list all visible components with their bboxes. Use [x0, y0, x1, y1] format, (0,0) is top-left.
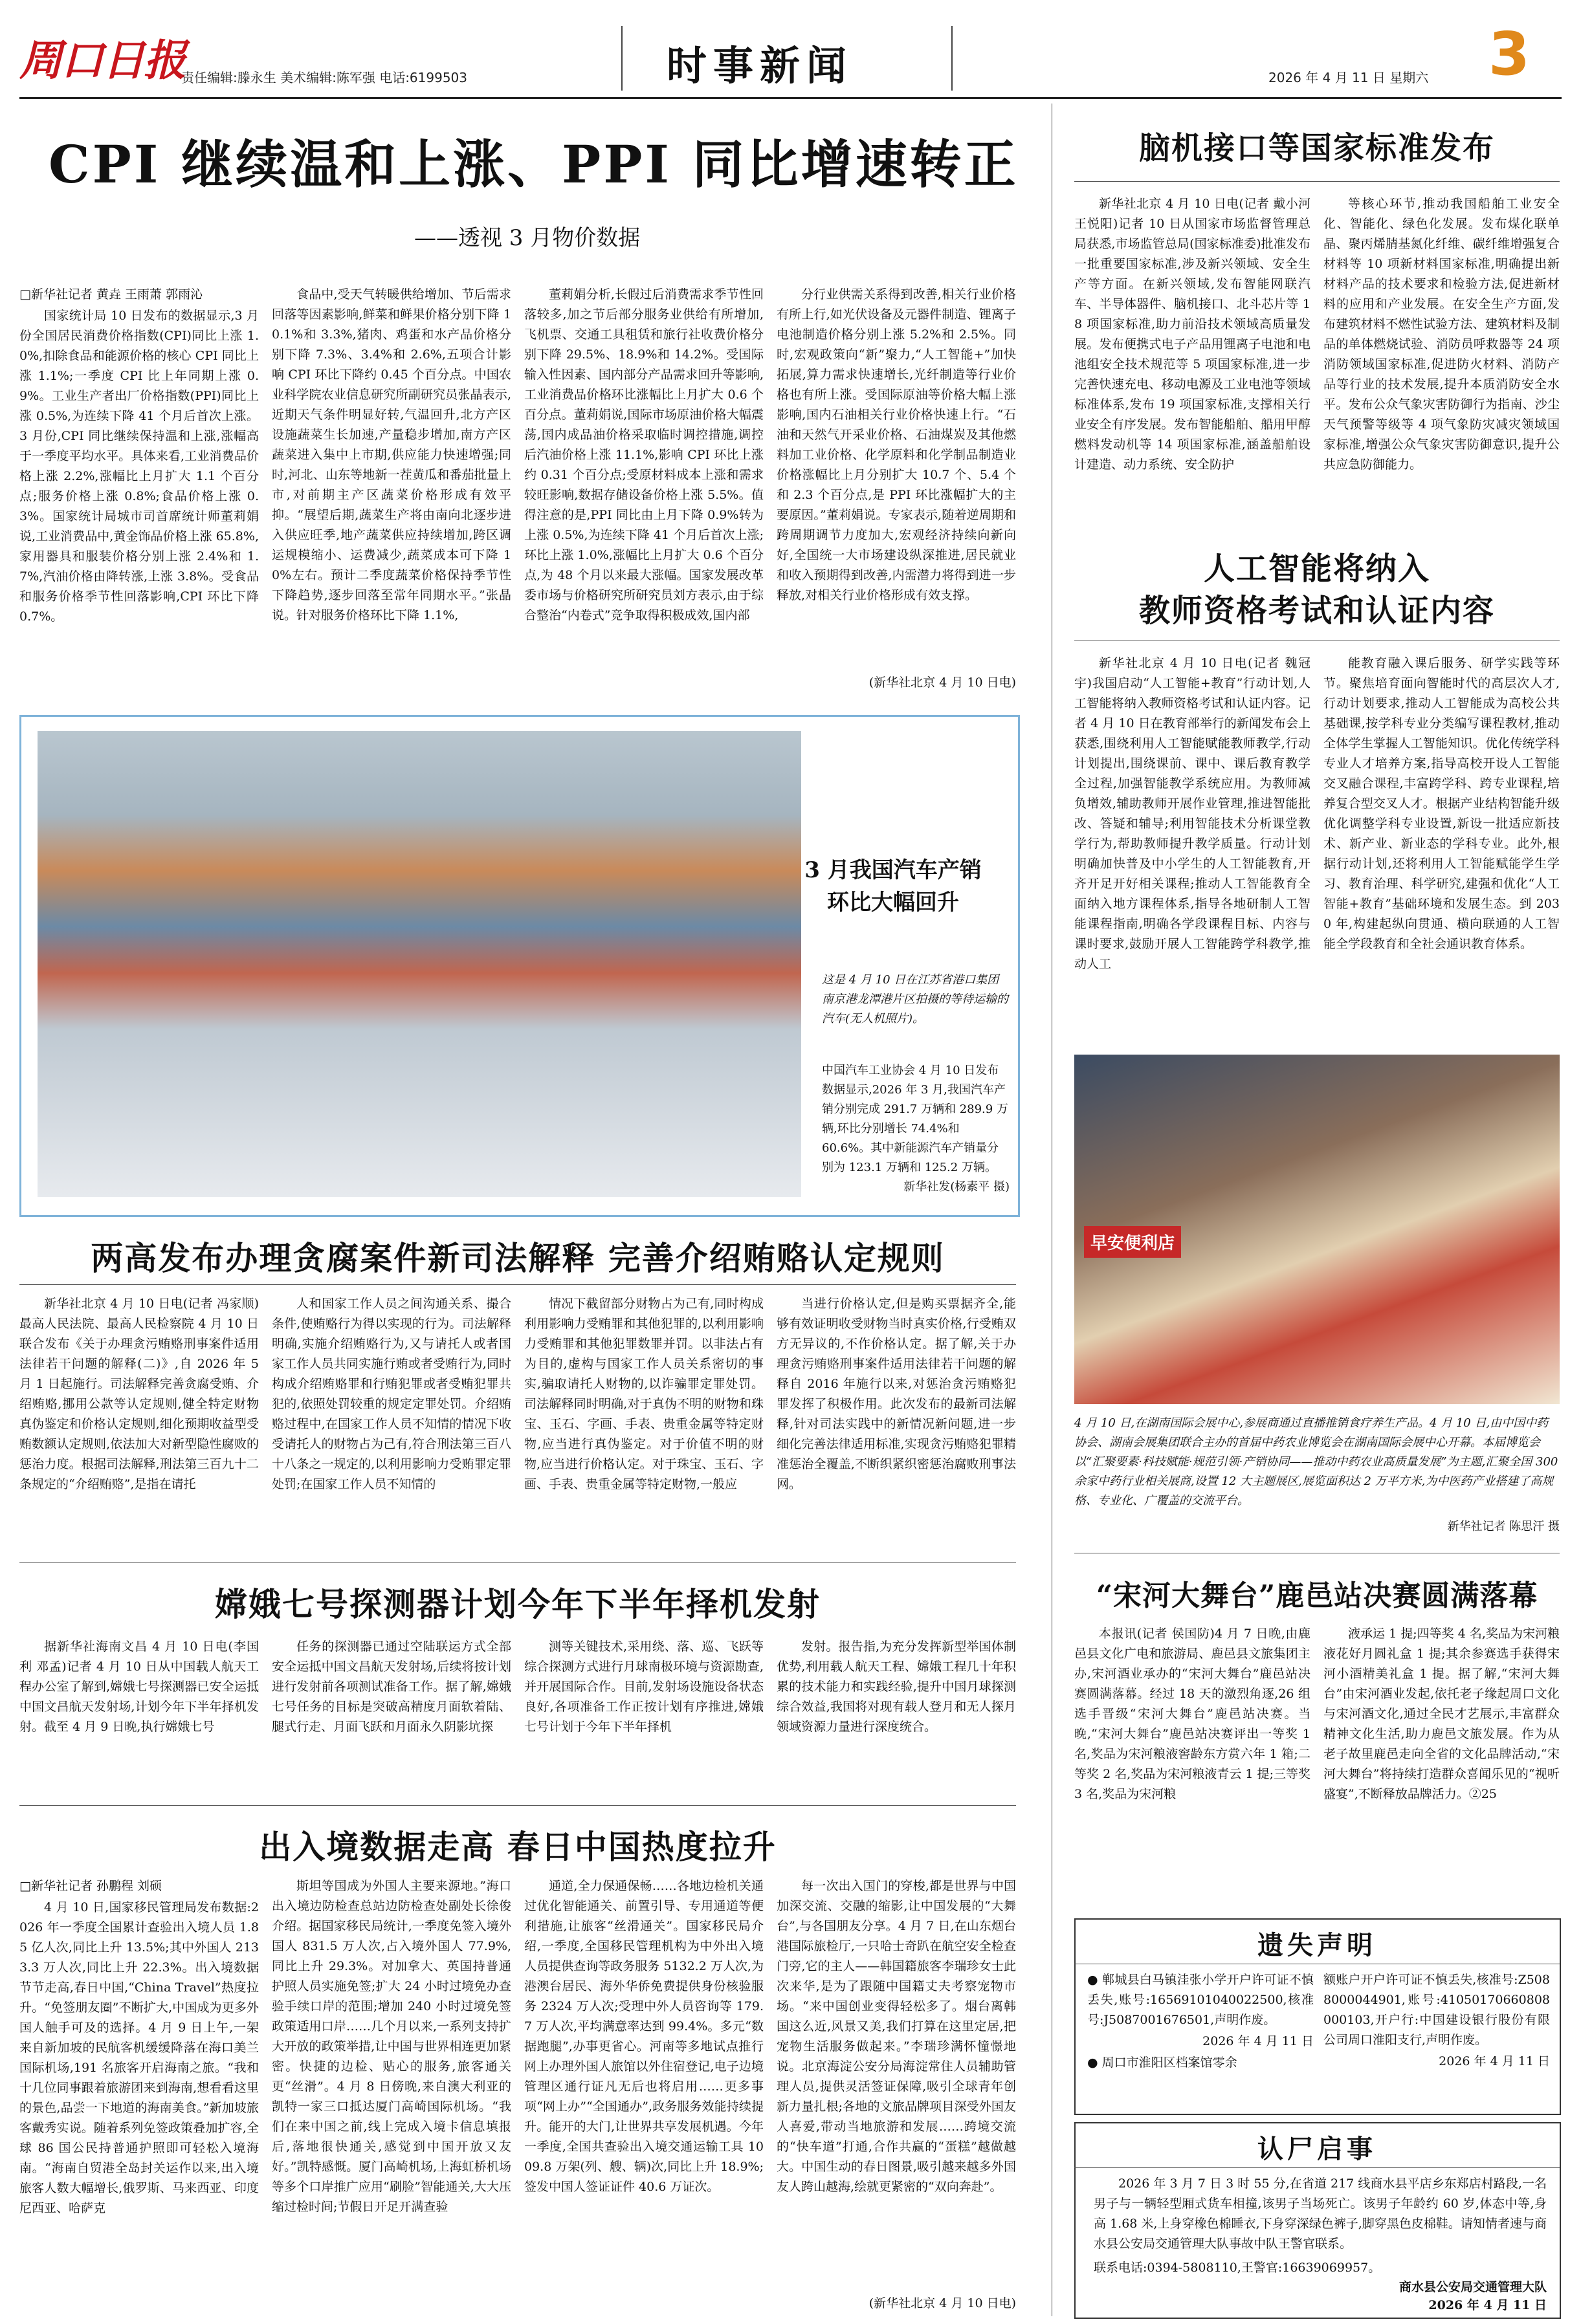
cpi-column-3: [524, 285, 764, 692]
travel-byline: □新华社记者 孙鹏程 刘硕: [19, 1879, 162, 1893]
cpi-col2-text: 食品中,受天气转暖供给增加、节后需求回落等因素影响,鲜菜和鲜果价格分别下降 10.1%和 3.3%,猪肉、鸡蛋和水产品价格分别下降 7.3%、3.4%和 2.6%,五项合计影响 CPI 环比下降约 0.45 个百分点。中国农业科学院农业信息研究所副研究员张晶表示,近期天气条件明显好转,气温回升,北方产区设施蔬菜生长加速,产量稳步增加,南方产区蔬菜进入集中上市期,供应能力快速增强;同时,河北、山东等地新一茬黄瓜和番茄批量上市,对前期主产区蔬菜价格形成有效平抑。“展望后期,蔬菜生产将由南向北逐步进入供应旺季,地产蔬菜供应持续增加,跨区调运规模缩小、运费减少,蔬菜成本可下降 10%左右。预计二季度蔬菜价格保持季节性下降趋势,逐步回落至常年同期水平。”张晶说。针对服务价格环比下降 1.1%,: [272, 287, 511, 622]
car-photo-caption-2: 中国汽车工业协会 4 月 10 日发布数据显示,2026 年 3 月,我国汽车产销分别完成 291.7 万辆和 289.9 万辆,环比分别增长 74.4%和 60.6%。其中新能源汽车产销量分别为 123.1 万辆和 125.2 万辆。: [822, 1064, 1008, 1174]
cpi-byline: □新华社记者 黄垚 王雨萧 郭雨沁: [19, 287, 203, 301]
corpse-notice-title: 认尸启事: [1257, 2134, 1376, 2164]
section-title: 时事新闻: [667, 42, 854, 89]
bci-column-1: [1074, 194, 1310, 531]
travel-col4-text: 每一次出入国门的穿梭,都是世界与中国加深交流、交融的缩影,让中国发展的“大舞台”,与各国朋友分享。4 月 7 日,在山东烟台港国际旅检厅,一只哈士奇趴在航空安全检查门旁,它的主人——韩国籍旅客李瑞珍女士此次来华,是为了跟随中国籍丈夫考察宠物市场。“来中国创业变得轻松多了。烟台离韩国这么近,风景又美,我们打算在这里定居,把宠物生活服务做起来。”李瑞珍满怀憧憬地说。北京海淀公安分局海淀常住人员辅助管理人员,提供灵活签证保障,吸引全球青年创新力量扎根;各地的文旅品牌项目深受外国友人喜爱,带动当地旅游和发展……跨境交流的“快车道”打通,合作共赢的“蛋糕”越做越大。中国生动的春日图景,吸引越来越多外国友人跨山越海,绘就更紧密的“双向奔赴”。: [777, 1879, 1016, 2194]
livestream-credit: 新华社记者 陈思汗 摄: [1447, 1520, 1560, 1533]
judicial-column-1: [19, 1294, 259, 1553]
judicial-col4-text: 当进行价格认定,但是购买票据齐全,能够有效证明收受财物当时真实价格,行受贿双方无异议的,不作价格认定。据了解,关于办理贪污贿赂刑事案件适用法律若干问题的解释自 2016 年施行以来,对惩治贪污贿赂犯罪发挥了积极作用。此次发布的最新司法解释,针对司法实践中的新情况新问题,进一步细化完善法律适用标准,实现贪污贿赂犯罪精准惩治全覆盖,不断织紧织密惩治腐败刑事法网。: [777, 1297, 1016, 1491]
travel-headline: 出入境数据走高 春日中国热度拉升: [259, 1828, 777, 1866]
bci-headline: 脑机接口等国家标准发布: [1138, 130, 1495, 166]
cpi-col1-text: 国家统计局 10 日发布的数据显示,3 月份全国居民消费价格指数(CPI)同比上涨 1.0%,扣除食品和能源价格的核心 CPI 同比上涨 1.1%;一季度 CPI 比上年同期上涨 0.9%。工业生产者出厂价格指数(PPI)同比上涨 0.5%,为连续下降 41 个月后首次上涨。3 月份,CPI 同比继续保持温和上涨,涨幅高于一季度平均水平。具体来看,工业消费品价格上涨 2.2%,涨幅比上月扩大 1.1 个百分点;服务价格上涨 0.8%;食品价格上涨 0.3%。国家统计局城市司首席统计师董莉娟说,工业消费品中,黄金饰品价格上涨 65.8%,家用器具和服装价格分别上涨 2.4%和 1.7%,汽油价格由降转涨,上涨 3.8%。受食品和服务价格季节性回落影响,CPI 环比下降 0.7%。: [19, 309, 259, 624]
ai-column-2: [1323, 653, 1560, 1048]
car-photo-credit: 新华社发(杨素平 摄): [903, 1180, 1010, 1194]
bci-column-2: [1323, 194, 1560, 531]
song-headline: “宋河大舞台”鹿邑站决赛圆满落幕: [1096, 1579, 1538, 1612]
livestream-caption: 4 月 10 日,在湖南国际会展中心,参展商通过直播推销食疗养生产品。4 月 10 日,由中国中药协会、湖南会展集团联合主办的首届中药农业博览会在湖南国际会展中心开幕。本届博览会以“汇聚要素·科技赋能·规范引领·产销协同——推动中药农业高质量发展”为主题,汇聚全国 300 余家中药行业相关展商,设置 12 大主题展区,展览面积达 2 万平方米,为中医药产业搭建了高规格、专业化、广覆盖的交流平台。: [1074, 1416, 1558, 1507]
ai-headline-1: 人工智能将纳入: [1203, 551, 1430, 587]
song-column-2: [1323, 1624, 1560, 1909]
masthead-divider-right: [951, 26, 953, 91]
judicial-column-4: [777, 1294, 1016, 1553]
car-port-photo: [38, 731, 801, 1197]
judicial-col1-text: 新华社北京 4 月 10 日电(记者 冯家顺)最高人民法院、最高人民检察院 4 月 10 日联合发布《关于办理贪污贿赂刑事案件适用法律若干问题的解释(二)》,自 2026 年 5 月 1 日起施行。司法解释完善贪腐受贿、介绍贿赂,挪用公款等认定规则,健全特定财物真伪鉴定和价格认定规则,细化预期收益型受贿数额认定规则,依法加大对新型隐性腐败的惩治力度。根据司法解释,刑法第三百九十二条规定的“介绍贿赂”,是指在请托: [19, 1297, 259, 1491]
lost-notice-date-2: 2026 年 4 月 11 日: [1439, 2054, 1550, 2068]
lost-notice-title: 遗失声明: [1257, 1930, 1376, 1960]
newspaper-logo: 周口日报: [19, 35, 185, 85]
judicial-column-2: [272, 1294, 511, 1553]
judicial-headline: 两高发布办理贪腐案件新司法解释 完善介绍贿赂认定规则: [91, 1239, 945, 1277]
change7-col1-text: 据新华社海南文昌 4 月 10 日电(李国利 邓孟)记者 4 月 10 日从中国载人航天工程办公室了解到,嫦娥七号探测器已安全运抵中国文昌航天发射场,计划今年下半年择机发射。截至 4 月 9 日晚,执行嫦娥七号: [19, 1639, 259, 1734]
masthead-rule: [19, 97, 1562, 99]
bci-rule: [1074, 181, 1560, 182]
travel-col3-text: 通道,全力保通保畅……各地边检机关通过优化智能通关、前置引导、专用通道等便利措施,让旅客“丝滑通关”。国家移民局介绍,一季度,全国移民管理机构为中外出入境人员提供查询等政务服务 5132.2 万人次,为港澳台居民、海外华侨免费提供身份核验服务 2324 万人次;受理中外人员咨询等 179.7 万人次,平均满意率达到 99.4%。多元“数据跑腿”,办事更省心。河南等多地试点推行网上办理外国人旅馆以外住宿登记,电子边境管理区通行证凡无后也将启用……更多事项“网上办”“全国通办”,政务服务效能持续提升。能开的大门,让世界共享发展机遇。今年一季度,全国共查验出入境交通运输工具 1009.8 万架(列、艘、辆)次,同比上升 18.9%;签发中国人签证证件 40.6 万证次。: [524, 1879, 764, 2194]
change7-top-rule: [19, 1562, 1016, 1563]
cpi-headline: CPI 继续温和上涨、PPI 同比增速转正: [49, 134, 1019, 195]
lost-notice-text-2: 额账户开户许可证不慎丢失,核准号:Z5088000044901,账号:41050170660808000103,开户行:中国建设银行股份有限公司周口淮阳支行,声明作废。: [1323, 1973, 1550, 2047]
cpi-col4-text: 分行业供需关系得到改善,相关行业价格有所上行,如光伏设备及元器件制造、锂离子电池制造价格分别上涨 5.2%和 2.5%。同时,宏观政策向“新”聚力,“人工智能+”加快拓展,算力需求快速增长,光纤制造等行业价格也有所上涨。受国际原油等价格大幅上涨影响,国内石油相关行业价格快速上行。“石油和天然气开采业价格、石油煤炭及其他燃料加工业价格、化学原料和化学制品制造业价格涨幅比上月分别扩大 10.7 个、5.4 个和 2.3 个百分点,是 PPI 环比涨幅扩大的主要原因。”董莉娟说。专家表示,随着逆周期和跨周期调节力度加大,宏观经济持续向新向好,全国统一大市场建设纵深推进,居民就业和收入预期得到改善,内需潜力将得到进一步释放,对相关行业价格形成有效支撑。: [777, 287, 1016, 602]
ai-headline-2: 教师资格考试和认证内容: [1138, 593, 1495, 629]
ai-col1-text: 新华社北京 4 月 10 日电(记者 魏冠宇)我国启动“人工智能+教育”行动计划,人工智能将纳入教师资格考试和认证内容。记者 4 月 10 日在教育部举行的新闻发布会上获悉,围绕利用人工智能赋能教师教学,行动计划提出,围绕课前、课中、课后教育教学全过程,加强智能教学系统应用。为教师减负增效,辅助教师开展作业管理,推进智能批改、答疑和辅导;利用智能技术分析课堂教学行为,帮助教师提升教学质量。行动计划明确加快普及中小学生的人工智能教育,开齐开足开好相关课程;推动人工智能教育全面纳入地方课程体系,指导各地研制人工智能课程指南,明确各学段课程目标、内容与课时要求,鼓励开展人工智能跨学科教学,推动人工: [1074, 656, 1310, 971]
shop-sign: 早安便利店: [1084, 1226, 1181, 1258]
corpse-notice-org: 商水县公安局交通管理大队: [1399, 2280, 1547, 2294]
cpi-source: (新华社北京 4 月 10 日电): [868, 675, 1016, 690]
judicial-rule: [19, 1284, 1016, 1285]
lost-notice-text-1: ● 郸城县白马镇洼张小学开户许可证不慎丢失,账号:16569101040022500,核准号:J5087001676501,声明作废。: [1087, 1973, 1314, 2027]
masthead-divider-left: [621, 26, 623, 91]
song-col1-text: 本报讯(记者 侯国防)4 月 7 日晚,由鹿邑县文化广电和旅游局、鹿邑县文旅集团主办,宋河酒业承办的“宋河大舞台”鹿邑站决赛圆满落幕。经过 18 天的激烈角逐,26 组选手晋级“宋河大舞台”鹿邑站决赛。当晚,“宋河大舞台”鹿邑站决赛评出一等奖 1 名,奖品为宋河粮液窖龄东方赏六年 1 箱;二等奖 2 名,奖品为宋河粮液青云 1 提;三等奖 3 名,奖品为宋河粮: [1074, 1627, 1310, 1801]
bci-col1-text: 新华社北京 4 月 10 日电(记者 戴小河 王悦阳)记者 10 日从国家市场监督管理总局获悉,市场监管总局(国家标准委)批准发布一批重要国家标准,涉及新兴领域、安全生产等方面。在新兴领域,发布智能网联汽车、半导体器件、脑机接口、北斗芯片等 18 项国家标准,助力前沿技术领域高质量发展。发布便携式电子产品用锂离子电池和电池组安全技术规范等 5 项国家标准,进一步完善快速充电、移动电源及工业电池等领域标准体系,发布 19 项国家标准,支撑相关行业安全有序发展。发布智能船舶、船用甲醇燃料发动机等 14 项国家标准,涵盖船舶设计建造、动力系统、安全防护: [1074, 197, 1310, 472]
cpi-col3-text: 董莉娟分析,长假过后消费需求季节性回落较多,加之节后部分服务业供给有所增加,飞机票、交通工具租赁和旅行社收费价格分别下降 29.5%、18.9%和 14.2%。受国际输入性因素、国内部分产品需求回升等影响,工业消费品价格环比涨幅比上月扩大 0.6 个百分点。董莉娟说,国际市场原油价格大幅震荡,国内成品油价格采取临时调控措施,调控后汽油价格上涨 11.1%,影响 CPI 环比上涨约 0.31 个百分点;受原材料成本上涨和需求较旺影响,数据存储设备价格上涨 5.5%。值得注意的是,PPI 同比由上月下降 0.9%转为上涨 0.5%,为连续下降 41 个月后首次上涨;环比上涨 1.0%,涨幅比上月扩大 0.6 个百分点,为 48 个月以来最大涨幅。国家发展改革委市场与价格研究所研究员刘方表示,由于综合整治“内卷式”竞争取得积极成效,国内部: [524, 287, 764, 622]
travel-column-3: [524, 1876, 764, 2316]
cpi-column-2: [272, 285, 511, 692]
travel-source: (新华社北京 4 月 10 日电): [868, 2296, 1016, 2310]
travel-top-rule: [19, 1805, 1016, 1806]
travel-column-4: [777, 1876, 1016, 2290]
change7-column-2: [272, 1637, 511, 1799]
change7-column-3: [524, 1637, 764, 1799]
song-column-1: [1074, 1624, 1310, 1909]
car-photo-caption-1: 这是 4 月 10 日在江苏省港口集团南京港龙潭港片区拍摄的等待运输的汽车(无人机照片)。: [822, 973, 1008, 1025]
song-col2-text: 液承运 1 提;四等奖 4 名,奖品为宋河粮液花好月圆礼盒 1 提;其余参赛选手获得宋河小酒精美礼盒 1 提。据了解,“宋河大舞台”由宋河酒业发起,依托老子缘起周口文化与宋河酒文化,通过全民才艺展示,丰富群众精神文化生活,助力鹿邑文旅发展。作为从老子故里鹿邑走向全省的文化品牌活动,“宋河大舞台”将持续打造群众喜闻乐见的“视听盛宴”,不断释放品牌活力。②25: [1323, 1627, 1560, 1801]
lost-notice-column-2: [1323, 1970, 1550, 2106]
cpi-subtitle: ——透视 3 月物价数据: [414, 225, 641, 251]
ai-col2-text: 能教育融入课后服务、研学实践等环节。聚焦培育面向智能时代的高层次人才,行动计划要求,推动人工智能成为高校公共基础课,按学科专业分类编写课程教材,推动全体学生掌握人工智能知识。优化传统学科专业人才培养方案,指导高校开设人工智能交叉融合课程,丰富跨学科、跨专业课程,培养复合型交叉人才。根据产业结构智能升级优化调整学科专业设置,新设一批适应新技术、新产业、新业态的学科专业。此外,根据行动计划,还将利用人工智能赋能学生学习、教育治理、科学研究,建强和优化“人工智能+教育”基础环境和发展生态。到 2030 年,构建起纵向贯通、横向联通的人工智能全学段教育和全社会通识教育体系。: [1323, 656, 1560, 951]
change7-column-1: [19, 1637, 259, 1799]
cpi-column-4: [777, 285, 1016, 673]
judicial-col2-text: 人和国家工作人员之间沟通关系、撮合条件,使贿赂行为得以实现的行为。司法解释明确,实施介绍贿赂行为,又与请托人或者国家工作人员共同实施行贿或者受贿行为,同时构成介绍贿赂罪和行贿犯罪或者受贿犯罪共犯的,依照处罚较重的规定定罪处罚。介绍贿赂过程中,在国家工作人员不知情的情况下收受请托人的财物占为己有,符合刑法第三百八十八条之一规定的,以利用影响力受贿罪定罪处罚;在国家工作人员不知情的: [272, 1297, 511, 1491]
bci-col2-text: 等核心环节,推动我国船舶工业安全化、智能化、绿色化发展。发布煤化联单晶、聚丙烯腈基氮化纤维、碳纤维增强复合材料等 10 项新材料国家标准,明确提出新材料产品的技术要求和检验方法,促进新材料的应用和产业发展。在安全生产方面,发布建筑材料不燃性试验方法、建筑材料及制品的单体燃烧试验、消防员呼救器等 24 项消防领域国家标准,促进防火材料、消防产品等行业的技术发展,提升本质消防安全水平。发布公众气象灾害防御行为指南、沙尘天气预警等级等 4 项气象防灾减灾领域国家标准,增强公众气象灾害防御意识,提升公共应急防御能力。: [1323, 197, 1560, 472]
corpse-notice-body: [1094, 2174, 1547, 2258]
corpse-notice-rule: [1074, 2167, 1560, 2168]
change7-column-4: [777, 1637, 1016, 1799]
judicial-col3-text: 情况下截留部分财物占为己有,同时构成利用影响力受贿罪和其他犯罪的,以利用影响力受贿罪和其他犯罪数罪并罚。以非法占有为目的,虚构与国家工作人员关系密切的事实,骗取请托人财物的,以诈骗罪定罪处罚。司法解释同时明确,对于真伪不明的财物和珠宝、玉石、字画、手表、贵重金属等特定财物,应当进行真伪鉴定。对于价值不明的财物,应当进行价格认定。对于珠宝、玉石、字画、手表、贵重金属等特定财物,一般应: [524, 1297, 764, 1491]
travel-column-1: [19, 1876, 259, 2316]
editors-line: 责任编辑:滕永生 美术编辑:陈军强 电话:6199503: [181, 70, 468, 85]
travel-column-2: [272, 1876, 511, 2316]
change7-headline: 嫦娥七号探测器计划今年下半年择机发射: [215, 1585, 821, 1623]
car-photo-title: 3 月我国汽车产销环比大幅回升: [804, 857, 982, 915]
corpse-notice-date: 2026 年 4 月 11 日: [1428, 2298, 1547, 2312]
judicial-column-3: [524, 1294, 764, 1553]
ai-column-1: [1074, 653, 1310, 1048]
travel-col2-text: 斯坦等国成为外国人主要来源地。”海口出入境边防检查总站边防检查处副处长徐俊介绍。据国家移民局统计,一季度免签入境外国人 831.5 万人次,占入境外国人 77.9%,同比上升 29.3%。对加拿大、英国持普通护照人员实施免签;扩大 24 小时过境免办查验手续口岸的范围;增加 240 小时过境免签政策适用口岸……几个月以来,一系列支持扩大开放的政策举措,让中国与世界相连更加紧密。快捷的边检、贴心的服务,旅客通关更“丝滑”。4 月 8 日傍晚,来自澳大利亚的凯特一家三口抵达厦门高崎国际机场。“我们在来中国之前,线上完成入境卡信息填报后,落地很快通关,感觉到中国开放又友好。”凯特感慨。厦门高崎机场,上海虹桥机场等多个口岸推广应用“刷脸”智能通关,大大压缩过检时间;节假日开足开满查验: [272, 1879, 511, 2214]
corpse-notice-text: 2026 年 3 月 7 日 3 时 55 分,在省道 217 线商水县平店乡东郑店村路段,一名男子与一辆轻型厢式货车相撞,该男子当场死亡。该男子年龄约 60 岁,体态中等,身高 1.68 米,上身穿橡色棉睡衣,下身穿深绿色裤子,脚穿黑色皮棉鞋。请知情者速与商水县公安局交通管理大队事故中队王警官联系。: [1094, 2176, 1547, 2251]
issue-date: 2026 年 4 月 11 日 星期六: [1268, 70, 1429, 85]
lost-notice-text-1b: ● 周口市淮阳区档案馆零余: [1087, 2055, 1237, 2070]
page-number: 3: [1488, 19, 1531, 89]
change7-col4-text: 发射。报告指,为充分发挥新型举国体制优势,利用载人航天工程、嫦娥工程几十年积累的技术能力和实践经验,提升中国月球探测综合效益,我国将对现有载人登月和无人探月领域资源力量进行深度统合。: [777, 1639, 1016, 1734]
change7-col3-text: 测等关键技术,采用绕、落、巡、飞跃等综合探测方式进行月球南极环境与资源勘查,并开展国际合作。目前,发射场设施设备状态良好,各项准备工作正按计划有序推进,嫦娥七号计划于今年下半年择机: [524, 1639, 764, 1734]
lost-notice-column-1: [1087, 1970, 1314, 2106]
lost-notice-date-1: 2026 年 4 月 11 日: [1202, 2034, 1314, 2048]
corpse-notice-contact: 联系电话:0394-5808110,王警官:16639069957。: [1094, 2261, 1381, 2275]
travel-col1-text: 4 月 10 日,国家移民管理局发布数据:2026 年一季度全国累计查验出入境人员 1.85 亿人次,同比上升 13.5%;其中外国人 2133.3 万人次,同比上升 22.3%。出入境数据节节走高,春日中国,“China Travel”热度拉升。“免签朋友圈”不断扩大,中国成为更多外国人触手可及的选择。4 月 9 日上午,一架来自新加坡的民航客机缓缓降落在海口美兰国际机场,191 名旅客开启海南之旅。“我和十几位同事跟着旅游团来到海南,想看看这里的景色,品尝一下地道的海南美食。”新加坡旅客戴秀实说。随着系列免签政策叠加扩容,全球 86 国公民持普通护照即可轻松入境海南。“海南自贸港全岛封关运作以来,出入境旅客人数大幅增长,俄罗斯、马来西亚、印度尼西亚、哈萨克: [19, 1900, 259, 2215]
change7-col2-text: 任务的探测器已通过空陆联运方式全部安全运抵中国文昌航天发射场,后续将按计划进行发射前各项测试准备工作。据了解,嫦娥七号任务的目标是突破高精度月面软着陆、腿式行走、月面飞跃和月面永久阴影坑探: [272, 1639, 511, 1734]
cpi-column-1: [19, 285, 259, 692]
